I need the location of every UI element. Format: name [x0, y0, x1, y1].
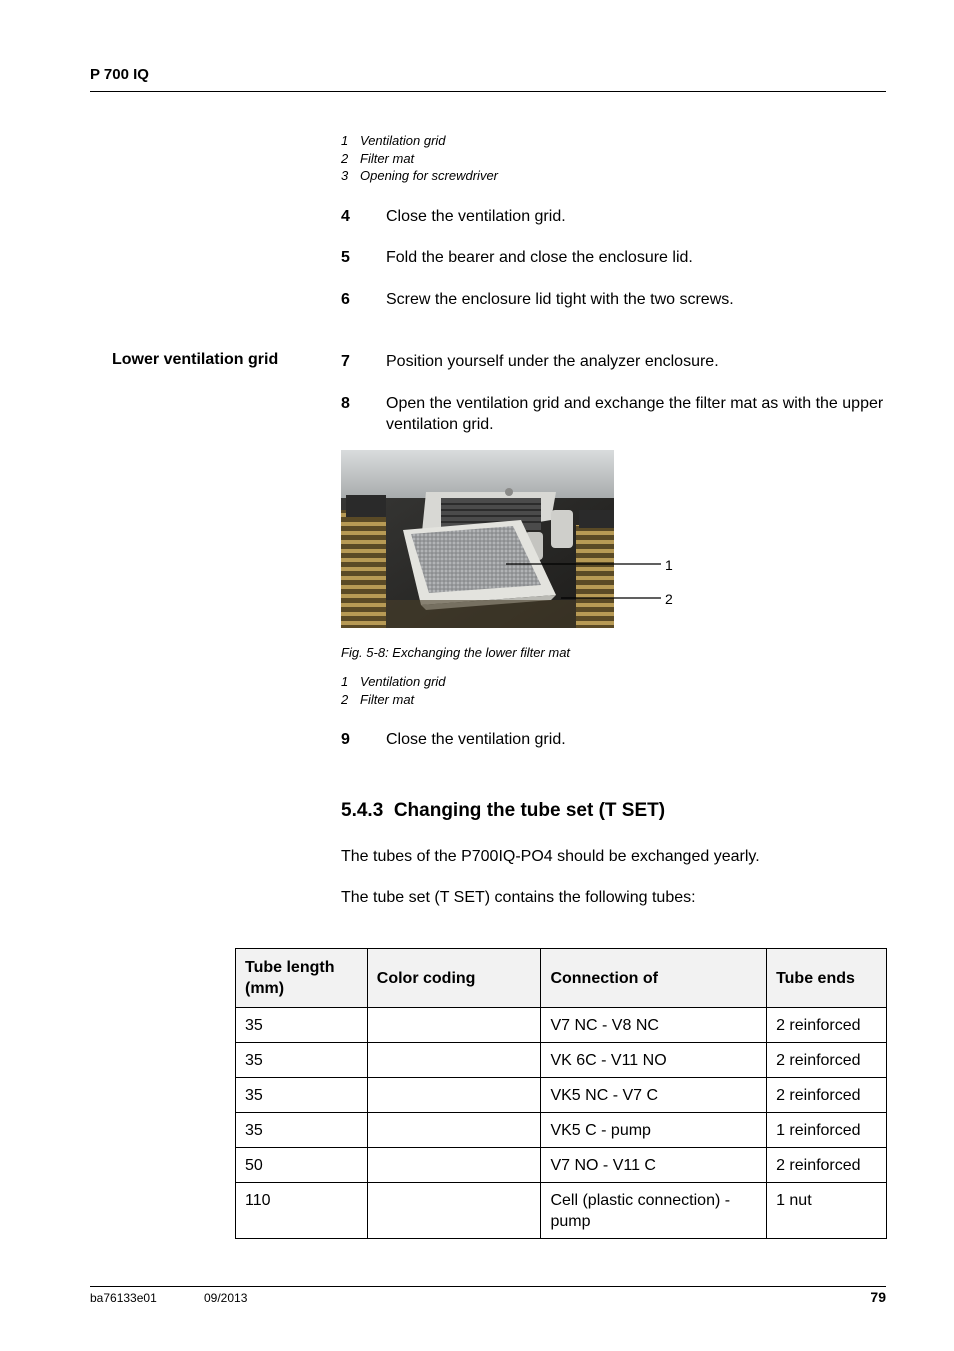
table-cell: 1 reinforced [767, 1113, 887, 1148]
table-row [236, 1008, 887, 1043]
table-row [236, 1183, 887, 1239]
legend-item: 2 Filter mat [341, 691, 415, 707]
table-cell: 50 [236, 1148, 368, 1183]
footer-date: 09/2013 [204, 1291, 248, 1305]
table-cell [367, 1183, 541, 1239]
column-header-tube-length: Tube length (mm) [236, 949, 368, 1008]
header-rule [90, 91, 886, 92]
table-cell: 1 nut [767, 1183, 887, 1239]
table-cell: VK5 NC - V7 C [541, 1078, 767, 1113]
column-header-tube-ends: Tube ends [767, 949, 887, 1008]
table-cell: VK 6C - V11 NO [541, 1043, 767, 1078]
table-cell: VK5 C - pump [541, 1113, 767, 1148]
table-cell: 2 reinforced [767, 1148, 887, 1183]
table-row [236, 1113, 887, 1148]
running-header-title: P 700 IQ [90, 66, 149, 83]
paragraph: The tubes of the P700IQ-PO4 should be exchanged yearly. [341, 848, 760, 865]
tube-set-table [235, 948, 887, 1239]
table-cell: 110 [236, 1183, 368, 1239]
table-cell [367, 1043, 541, 1078]
figure-legend-top [341, 132, 498, 185]
figure-caption: Fig. 5-8: Exchanging the lower filter mat [341, 645, 571, 660]
legend-item: 1 Ventilation grid [341, 674, 446, 689]
footer-rule [90, 1286, 886, 1287]
figure-legend [341, 673, 446, 708]
paragraph: The tube set (T SET) contains the following tubes: [341, 889, 696, 906]
table-cell: 35 [236, 1078, 368, 1113]
table-row [236, 1078, 887, 1113]
table-cell: 35 [236, 1008, 368, 1043]
table-cell: Cell (plastic connection) - pump [541, 1183, 767, 1239]
table-cell: 2 reinforced [767, 1043, 887, 1078]
table-cell: V7 NO - V11 C [541, 1148, 767, 1183]
table-cell [367, 1008, 541, 1043]
table-row [236, 1148, 887, 1183]
footer-doc-id: ba76133e01 [90, 1291, 157, 1305]
column-header-color-coding: Color coding [367, 949, 541, 1008]
section-heading: 5.4.3 Changing the tube set (T SET) [341, 800, 666, 821]
photo-illustration [341, 450, 681, 630]
filter-mat-photo [341, 450, 681, 630]
table-cell: 35 [236, 1043, 368, 1078]
table-cell: 2 reinforced [767, 1008, 887, 1043]
margin-label-lower-ventilation-grid: Lower ventilation grid [112, 351, 279, 368]
legend-item: 1 Ventilation grid [341, 133, 446, 148]
page-number: 79 [870, 1289, 886, 1305]
callout-1-label: 1 [665, 557, 673, 573]
legend-item: 3 Opening for screwdriver [341, 168, 498, 183]
table-cell [367, 1078, 541, 1113]
table-cell: 2 reinforced [767, 1078, 887, 1113]
table-cell [367, 1113, 541, 1148]
table-cell: 35 [236, 1113, 368, 1148]
column-header-connection: Connection of [541, 949, 767, 1008]
callout-2-label: 2 [665, 591, 673, 607]
table-row [236, 1043, 887, 1078]
legend-item: 2 Filter mat [341, 150, 415, 166]
table-cell [367, 1148, 541, 1183]
table-header-row [236, 949, 887, 1008]
table-cell: V7 NC - V8 NC [541, 1008, 767, 1043]
